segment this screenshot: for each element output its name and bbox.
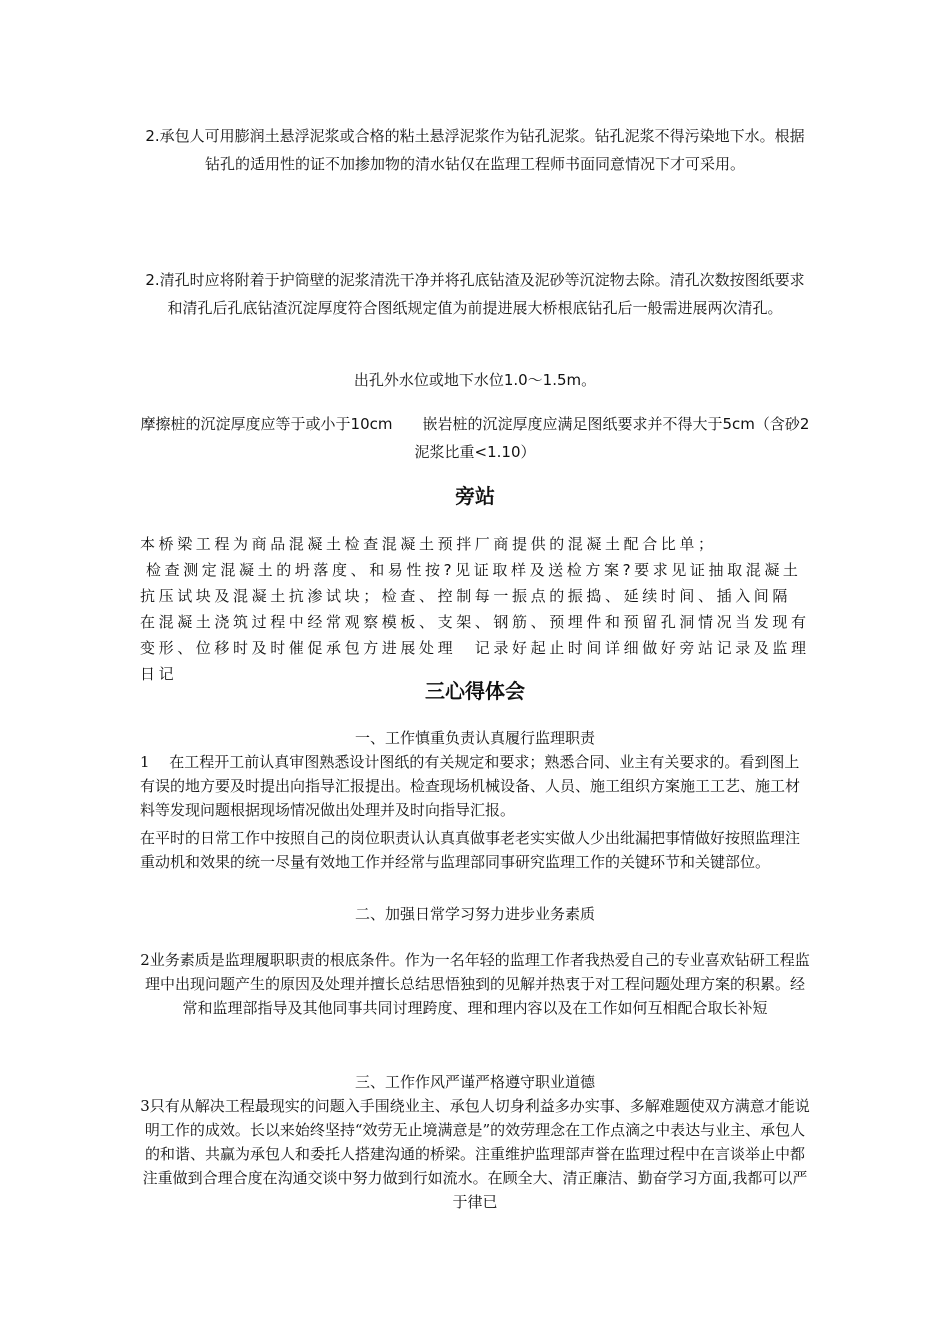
subheading-ethics: 三、工作作风严谨严格遵守职业道德	[354, 1073, 595, 1091]
paragraph-sediment-thickness: 摩擦桩的沉淀厚度应等于或小于10cm 嵌岩桩的沉淀厚度应满足图纸要求并不得大于5cm（含砂2 泥浆比重<1.10）	[140, 415, 825, 461]
paragraph-slurry: 2.承包人可用膨润土悬浮泥浆或合格的粘土悬浮泥浆作为钻孔泥浆。钻孔泥浆不得污染地下水。根据钻孔的适用性的证不加掺加物的清水钻仅在监理工程师书面同意情况下才可采用。	[145, 127, 805, 173]
paragraph-hole-cleaning: 2.清孔时应将附着于护筒壁的泥浆清洗干净并将孔底钻渣及泥砂等沉淀物去除。清孔次数按图纸要求和清孔后孔底钻渣沉淀厚度符合图纸规定值为前提进展大桥根底钻孔后一般需进展两次清孔。	[145, 271, 805, 317]
paragraph-concrete-checks: 检查测定混凝土的坍落度、和易性按?见证取样及送检方案?要求见证抽取混凝土抗压试块及混凝土抗渗试块；检查、控制每一振点的振捣、延续时间、插入间隔 在混凝土浇筑过程中经常观察模板、支架、钢筋、预埋件和预留孔洞情况当发现有变形、位移时及时催促承包方进展处理 记录好起止时间详细做好旁站记录及监理日记	[140, 561, 810, 683]
heading-side-station: 旁站	[455, 484, 495, 508]
paragraph-professional-quality: 2业务素质是监理履职职责的根底条件。作为一名年轻的监理工作者我热爱自己的专业喜欢钻研工程监理中出现问题产生的原因及处理并擅长总结思悟独到的见解并热衷于对工程问题处理方案的积累。经常和监理部指导及其他同事共同讨理跨度、理和理内容以及在工作如何互相配合取长补短	[140, 951, 810, 1017]
paragraph-service-attitude: 3只有从解决工程最现实的问题入手围绕业主、承包人切身利益多办实事、多解难题使双方满意才能说明工作的成效。长以来始终坚持“效劳无止境满意是”的效劳理念在工作点滴之中表达与业主、承包人的和谐、共赢为承包人和委托人搭建沟通的桥梁。注重维护监理部声誉在监理过程中在言谈举止中都注重做到合理合度在沟通交谈中努力做到行如流水。在顾全大、清正廉洁、勤奋学习方面,我都可以严于律已	[140, 1097, 810, 1211]
subheading-duty: 一、工作慎重负责认真履行监理职责	[354, 729, 595, 747]
subheading-study: 二、加强日常学习努力进步业务素质	[354, 905, 595, 923]
paragraph-mix-ratio: 本桥梁工程为商品混凝土检查混凝土预拌厂商提供的混凝土配合比单；	[140, 535, 717, 553]
heading-experience: 三心得体会	[425, 679, 525, 703]
paragraph-drawing-review: 1 在工程开工前认真审图熟悉设计图纸的有关规定和要求；熟悉合同、业主有关要求的。看到图上有误的地方要及时提出向指导汇报提出。检查现场机械设备、人员、施工组织方案施工工艺、施工材料等发现问题根据现场情况做出处理并及时向指导汇报。	[140, 753, 801, 819]
paragraph-daily-work: 在平时的日常工作中按照自己的岗位职责认认真真做事老老实实做人少出纰漏把事情做好按照监理注重动机和效果的统一尽量有效地工作并经常与监理部同事研究监理工作的关键环节和关键部位。	[140, 829, 801, 871]
paragraph-water-level: 出孔外水位或地下水位1.0〜1.5m。	[353, 371, 597, 389]
